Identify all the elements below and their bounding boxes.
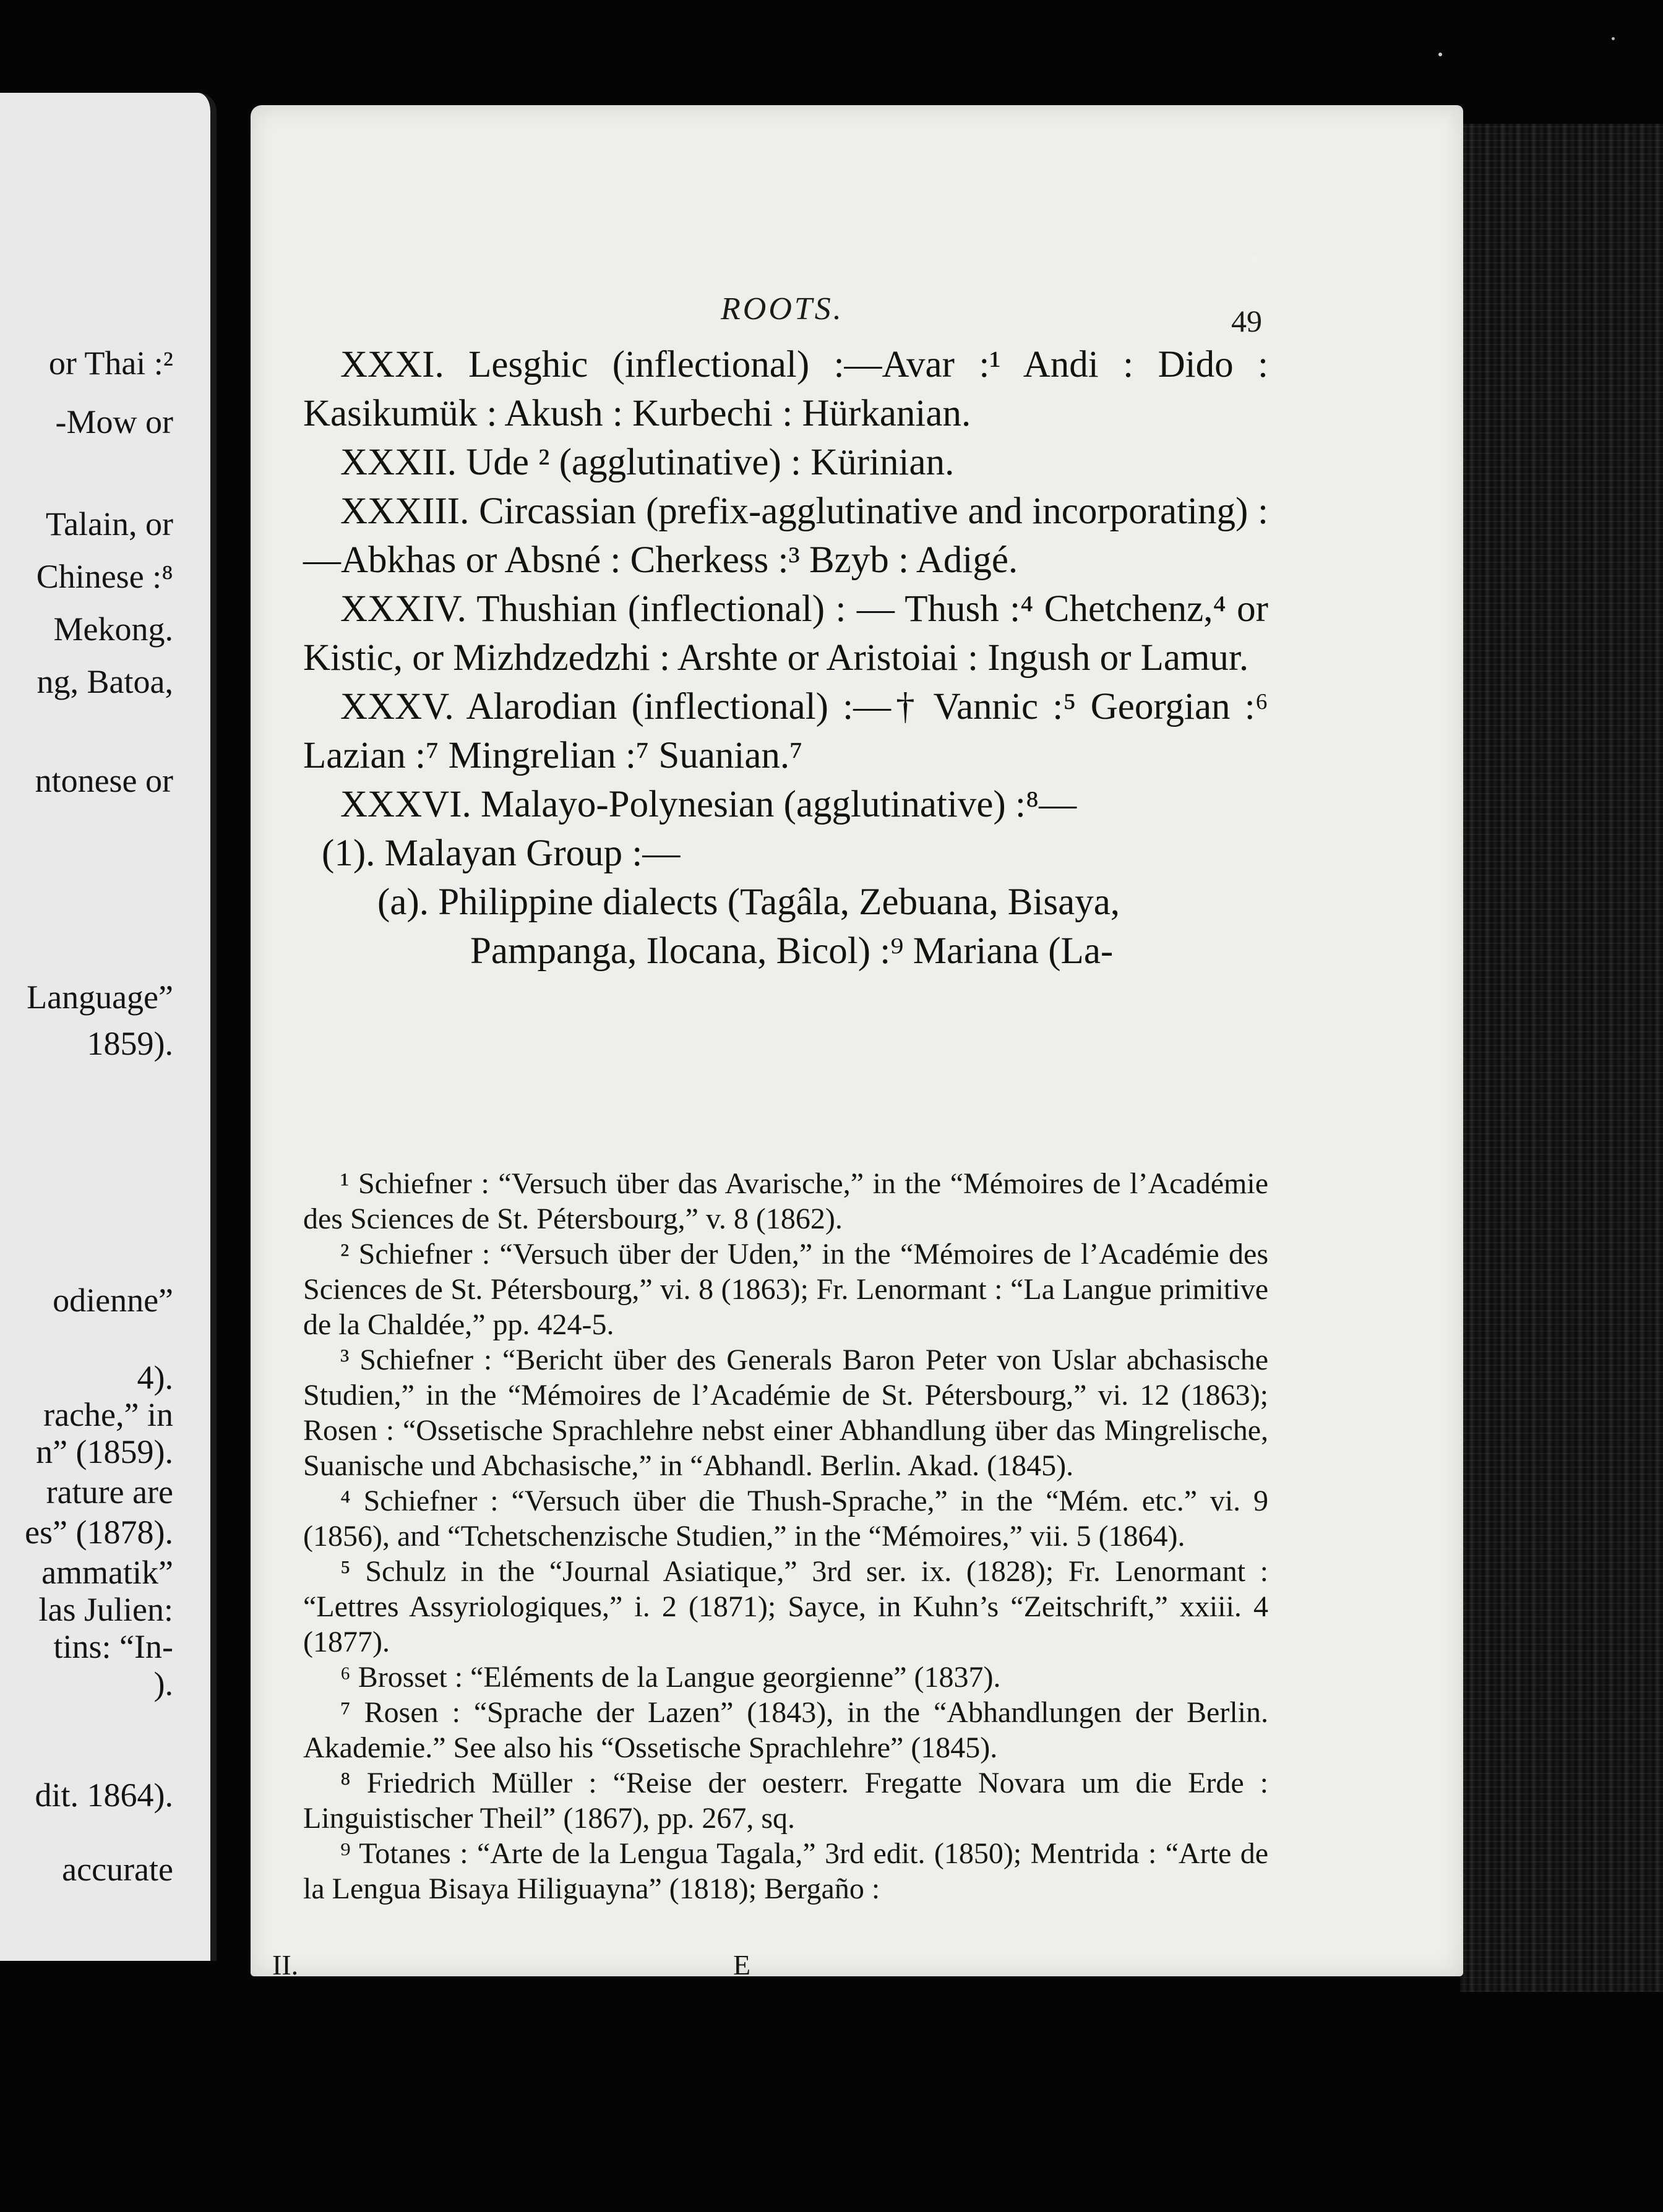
- footnote-5: ⁵ Schulz in the “Journal Asiatique,” 3rd ser. ix. (1828); Fr. Lenormant : “Lettres Assyriologiques,” i. 2 (1871); Sayce, in Kuhn’s “Zeitschrift,” xxiii. 4 (1877).: [303, 1555, 1268, 1658]
- footnote-7: ⁷ Rosen : “Sprache der Lazen” (1843), in the “Abhandlungen der Berlin. Akademie.” See also his “Ossetische Sprachlehre” (1845).: [303, 1696, 1268, 1764]
- left-page-line: Chinese :⁸: [36, 558, 173, 595]
- left-page-line: odienne”: [53, 1282, 173, 1319]
- paragraph-alarodian: XXXV. Alarodian (inflectional) :—† Vannic :⁵ Georgian :⁶ Lazian :⁷ Mingrelian :⁷ Suanian.⁷: [303, 686, 1268, 776]
- page-header: [251, 291, 1463, 340]
- left-facing-page: [0, 93, 217, 1961]
- footnote-1: ¹ Schiefner : “Versuch über das Avarische,” in the “Mémoires de l’Académie des Sciences de St. Pétersbourg,” v. 8 (1862).: [303, 1167, 1268, 1235]
- left-page-line: ntonese or: [35, 762, 173, 799]
- book-edge-texture: [1460, 124, 1663, 1992]
- signature-line: [0, 1948, 1663, 1986]
- left-page-line: dit. 1864).: [35, 1777, 173, 1814]
- footnote-9: ⁹ Totanes : “Arte de la Lengua Tagala,” 3rd edit. (1850); Mentrida : “Arte de la Lengua Bisaya Hiliguayna” (1818); Bergaño :: [303, 1837, 1268, 1905]
- left-page-line: tins: “In-: [53, 1628, 173, 1665]
- left-page-line: ng, Batoa,: [37, 663, 173, 700]
- paragraph-philippine-dialects: (a). Philippine dialects (Tagâla, Zebuana, Bisaya,: [377, 881, 1120, 923]
- dust-speck: [1612, 37, 1615, 40]
- left-page-line: ammatik”: [41, 1554, 173, 1591]
- left-page-line: rache,” in: [43, 1396, 173, 1433]
- left-page-line: n” (1859).: [36, 1433, 173, 1470]
- footnote-8: ⁸ Friedrich Müller : “Reise der oesterr. Fregatte Novara um die Erde : Linguistischer Theil” (1867), pp. 267, sq.: [303, 1767, 1268, 1835]
- left-page-line: Mekong.: [53, 611, 173, 648]
- paragraph-malayo-polynesian: XXXVI. Malayo-Polynesian (agglutinative) :⁸—: [340, 784, 1077, 825]
- paragraph-circassian: XXXIII. Circassian (prefix-agglutinative and incorporating) :—Abkhas or Absné : Cherkess :³ Bzyb : Adigé.: [303, 491, 1268, 581]
- dust-speck: [1438, 53, 1442, 56]
- paragraph-malayan-group: (1). Malayan Group :—: [322, 833, 681, 874]
- signature-mark: E: [733, 1949, 751, 1981]
- left-page-line: 4).: [137, 1359, 173, 1396]
- left-page-line: rature are: [46, 1473, 173, 1511]
- left-page-line: -Mow or: [55, 403, 173, 440]
- left-page-line: or Thai :²: [48, 345, 173, 382]
- paragraph-philippine-continued: Pampanga, Ilocana, Bicol) :⁹ Mariana (La-: [470, 930, 1114, 972]
- footnote-2: ² Schiefner : “Versuch über der Uden,” in the “Mémoires de l’Académie des Sciences de St. Pétersbourg,” vi. 8 (1863); Fr. Lenormant : “La Langue primitive de la Chaldée,” pp. 424-5.: [303, 1238, 1268, 1341]
- footnote-3: ³ Schiefner : “Bericht über des Generals Baron Peter von Uslar abchasische Studien,” in the “Mémoires de l’Académie de St. Pétersbourg,” vi. 12 (1863); Rosen : “Ossetische Sprachlehre nebst einer Abhandlung über das Mingrelische, Suanische und Abchasische,” in “Abhandl. Berlin. Akad. (1845).: [303, 1344, 1268, 1482]
- paragraph-lesghic: XXXI. Lesghic (inflectional) :—Avar :¹ Andi : Dido : Kasikumük : Akush : Kurbechi : Hürkanian.: [303, 344, 1268, 434]
- book-page: [251, 105, 1463, 1976]
- footnote-4: ⁴ Schiefner : “Versuch über die Thush-Sprache,” in the “Mém. etc.” vi. 9 (1856), and “Tchetschenzische Studien,” in the “Mémoires,” vii. 5 (1864).: [303, 1485, 1268, 1553]
- left-page-line: Talain, or: [45, 505, 173, 542]
- footnote-6: ⁶ Brosset : “Eléments de la Langue georgienne” (1837).: [340, 1661, 1001, 1694]
- left-page-line: las Julien:: [38, 1591, 173, 1628]
- page-number: 49: [1231, 304, 1262, 338]
- dust-speck: [1251, 255, 1258, 262]
- left-page-line: ).: [153, 1665, 173, 1702]
- left-page-line: es” (1878).: [25, 1514, 173, 1551]
- left-page-line: Language”: [27, 979, 173, 1016]
- left-page-line: 1859).: [87, 1025, 173, 1062]
- paragraph-thushian: XXXIV. Thushian (inflectional) : — Thush :⁴ Chetchenz,⁴ or Kistic, or Mizhdzedzhi : Arshte or Aristoiai : Ingush or Lamur.: [303, 588, 1268, 679]
- footnotes: [303, 1166, 1268, 1906]
- left-page-line: accurate: [62, 1851, 173, 1888]
- volume-mark: II.: [272, 1949, 299, 1981]
- running-title: ROOTS.: [721, 291, 844, 327]
- main-text: [303, 340, 1268, 975]
- paragraph-ude: XXXII. Ude ² (agglutinative) : Kürinian.: [340, 442, 955, 483]
